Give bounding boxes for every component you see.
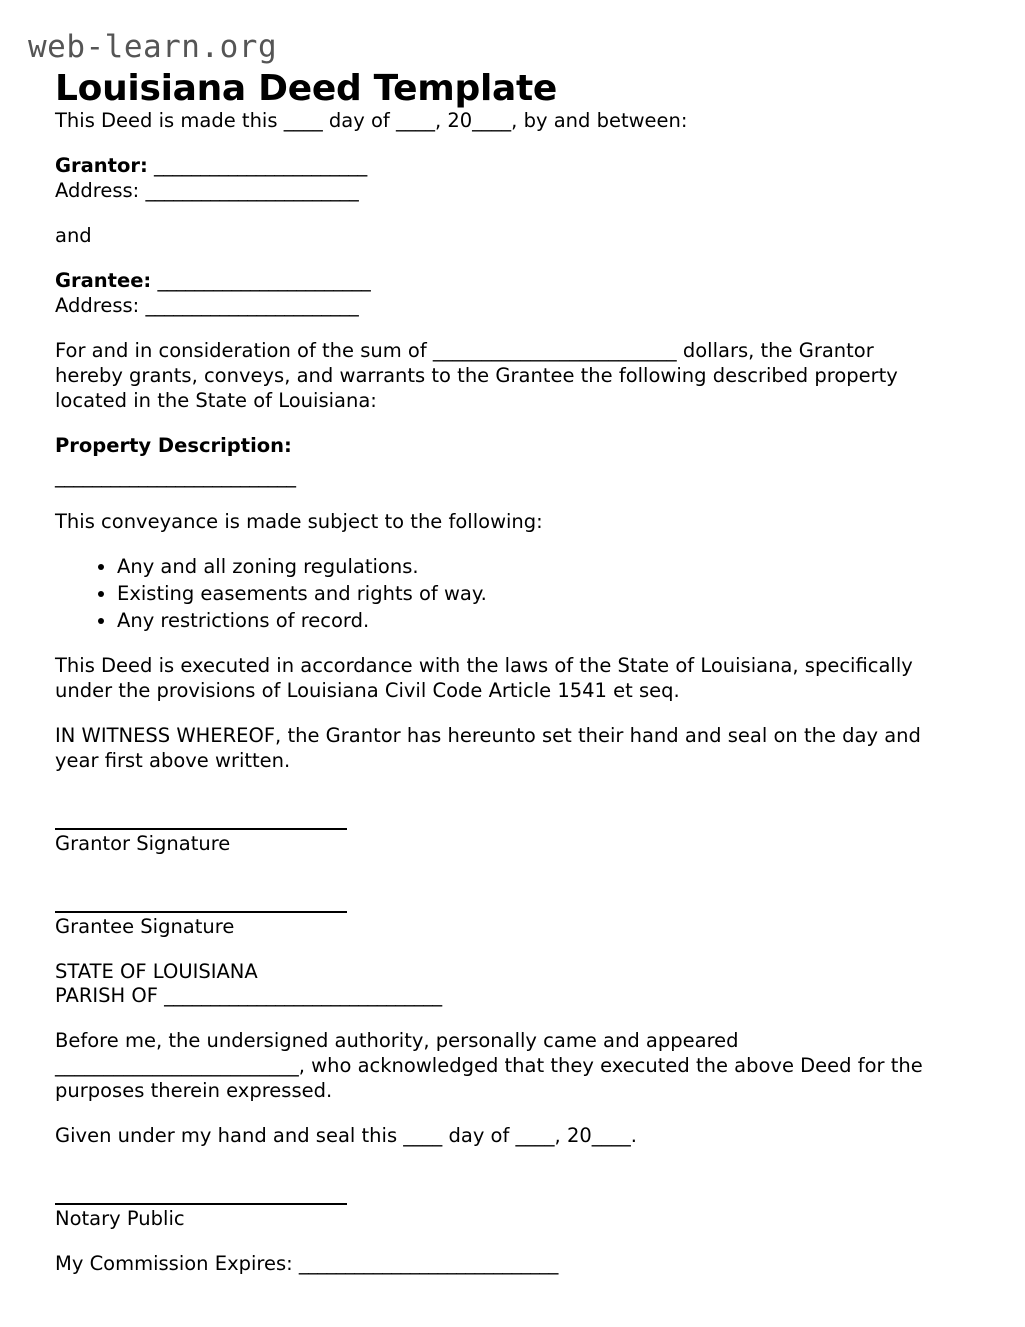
jurisdiction-block [55, 960, 943, 1010]
grantor-label: Grantor: [55, 154, 148, 178]
grantor-address-blank: _______________________ [145, 179, 359, 203]
grantee-address-blank: _______________________ [145, 294, 359, 318]
grantee-block [55, 269, 943, 319]
commission-blank: ____________________________ [298, 1252, 558, 1276]
grantee-blank: _______________________ [157, 269, 371, 293]
grantee-label: Grantee: [55, 269, 152, 293]
parish-label: PARISH OF [55, 984, 158, 1008]
signature-spacer [55, 877, 943, 911]
grantor-row [55, 154, 943, 179]
notary-signature-line [55, 1203, 347, 1205]
commission-label: My Commission Expires: [55, 1252, 293, 1276]
given-under-paragraph: Given under my hand and seal this ____ day of ____, 20____. [55, 1124, 637, 1148]
property-description-label: Property Description: [55, 434, 292, 458]
signature-spacer [55, 794, 943, 828]
grantor-blank: _______________________ [154, 154, 367, 178]
acknowledgment-paragraph: Before me, the undersigned authority, personally came and appeared _________________________, who acknowledged that they executed the above Deed for the purposes therein expressed. [55, 1029, 923, 1103]
list-item: • Existing easements and rights of way. [117, 582, 943, 607]
grantor-address-row [55, 179, 943, 204]
grantee-row [55, 269, 943, 294]
intro-paragraph: This Deed is made this ____ day of ____, 20____, by and between: [55, 109, 688, 133]
grantor-block [55, 154, 943, 204]
witness-paragraph: IN WITNESS WHEREOF, the Grantor has hereunto set their hand and seal on the day and year first above written. [55, 723, 921, 772]
grantor-signature-line [55, 828, 347, 830]
site-brand: web-learn.org [28, 29, 278, 65]
grantee-signature-label: Grantee Signature [55, 914, 235, 938]
parish-blank: ______________________________ [164, 984, 442, 1008]
signature-spacer [55, 1169, 943, 1203]
page-title: Louisiana Deed Template [55, 68, 558, 110]
list-item: • Any restrictions of record. [117, 609, 943, 634]
consideration-paragraph: For and in consideration of the sum of _________________________ dollars, the Grantor hereby grants, conveys, and warrants to the Grantee the following described property located in the State of Louisiana: [55, 339, 898, 413]
list-item: • Any and all zoning regulations. [117, 555, 943, 580]
conveyance-conditions-list [55, 555, 943, 634]
grantor-address-label: Address: [55, 179, 140, 203]
conveyance-intro: This conveyance is made subject to the following: [55, 509, 543, 533]
grantee-signature-block [55, 911, 943, 940]
grantee-signature-line [55, 911, 347, 913]
state-row: STATE OF LOUISIANA [55, 959, 258, 983]
execution-paragraph: This Deed is executed in accordance with the laws of the State of Louisiana, specifically under the provisions of Louisiana Civil Code Article 1541 et seq. [55, 653, 913, 702]
commission-expires-row [55, 1252, 943, 1277]
parish-row [55, 984, 943, 1009]
grantor-signature-label: Grantor Signature [55, 831, 231, 855]
grantee-address-row [55, 294, 943, 319]
and-connector: and [55, 224, 92, 248]
notary-label: Notary Public [55, 1207, 185, 1231]
notary-signature-block [55, 1203, 943, 1232]
grantor-signature-block [55, 828, 943, 857]
property-description-blank: __________________________ [55, 465, 296, 489]
document-body [55, 109, 943, 1277]
grantee-address-label: Address: [55, 294, 140, 318]
